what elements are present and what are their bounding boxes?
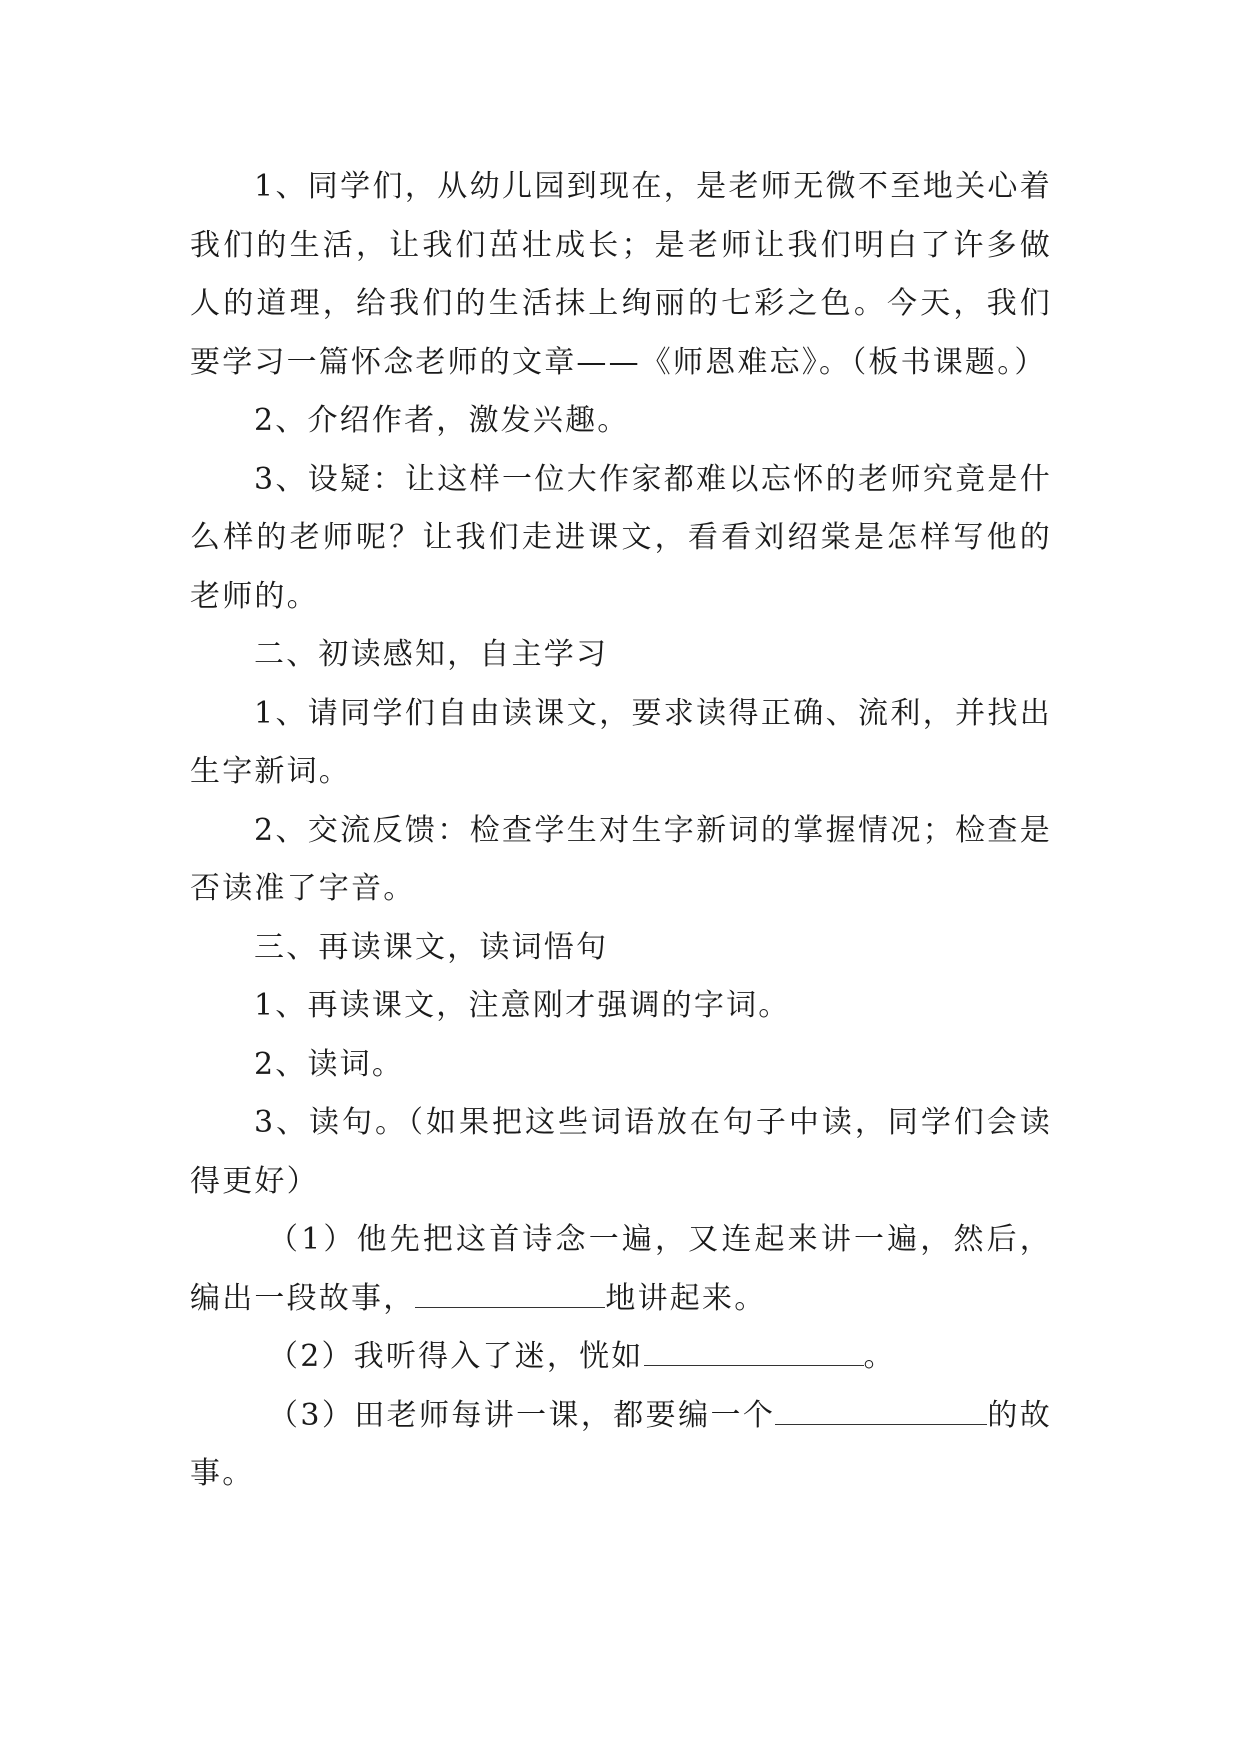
paragraph-feedback: 2、交流反馈：检查学生对生字新词的掌握情况；检查是否读准了字音。 — [190, 812, 1052, 906]
section-heading-2: 二、初读感知，自主学习 — [254, 637, 609, 672]
question-1-text-after: 地讲起来。 — [605, 1280, 767, 1316]
paragraph-read-words: 2、读词。 — [254, 1046, 405, 1082]
question-3-text-after: 的故事。 — [190, 1397, 1052, 1491]
document-body — [190, 158, 1052, 1504]
blank-line-3 — [775, 1400, 987, 1425]
fill-blank-question-3 — [190, 1387, 1052, 1504]
question-2-text-before: （2）我听得入了迷，恍如 — [268, 1339, 644, 1374]
question-2-text-after: 。 — [863, 1339, 896, 1374]
paragraph-question: 3、设疑：让这样一位大作家都难以忘怀的老师究竟是什么样的老师呢？让我们走进课文，看看刘绍棠是怎样写他的老师的。 — [190, 461, 1052, 614]
section-heading-3: 三、再读课文，读词悟句 — [254, 929, 609, 965]
fill-blank-question-1 — [190, 1211, 1052, 1328]
paragraph-read-sentences: 3、读句。（如果把这些词语放在句子中读，同学们会读得更好） — [190, 1105, 1052, 1199]
question-1-text-before: （1）他先把这首诗念一遍，又连起来讲一遍，然后，编出一段故事， — [190, 1222, 1052, 1316]
paragraph-read-text: 1、请同学们自由读课文，要求读得正确、流利，并找出生字新词。 — [190, 695, 1052, 789]
question-3-text-before: （3）田老师每讲一课，都要编一个 — [268, 1397, 776, 1433]
fill-blank-question-2 — [190, 1328, 1052, 1387]
paragraph-intro: 1、同学们，从幼儿园到现在，是老师无微不至地关心着我们的生活，让我们茁壮成长；是老师让我们明白了许多做人的道理，给我们的生活抹上绚丽的七彩之色。今天，我们要学习一篇怀念老师的文章——《师恩难忘》。（板书课题。） — [190, 169, 1052, 380]
blank-line-1 — [415, 1283, 605, 1308]
paragraph-author: 2、介绍作者，激发兴趣。 — [254, 403, 630, 438]
blank-line-2 — [644, 1341, 864, 1366]
paragraph-reread: 1、再读课文，注意刚才强调的字词。 — [254, 988, 791, 1023]
